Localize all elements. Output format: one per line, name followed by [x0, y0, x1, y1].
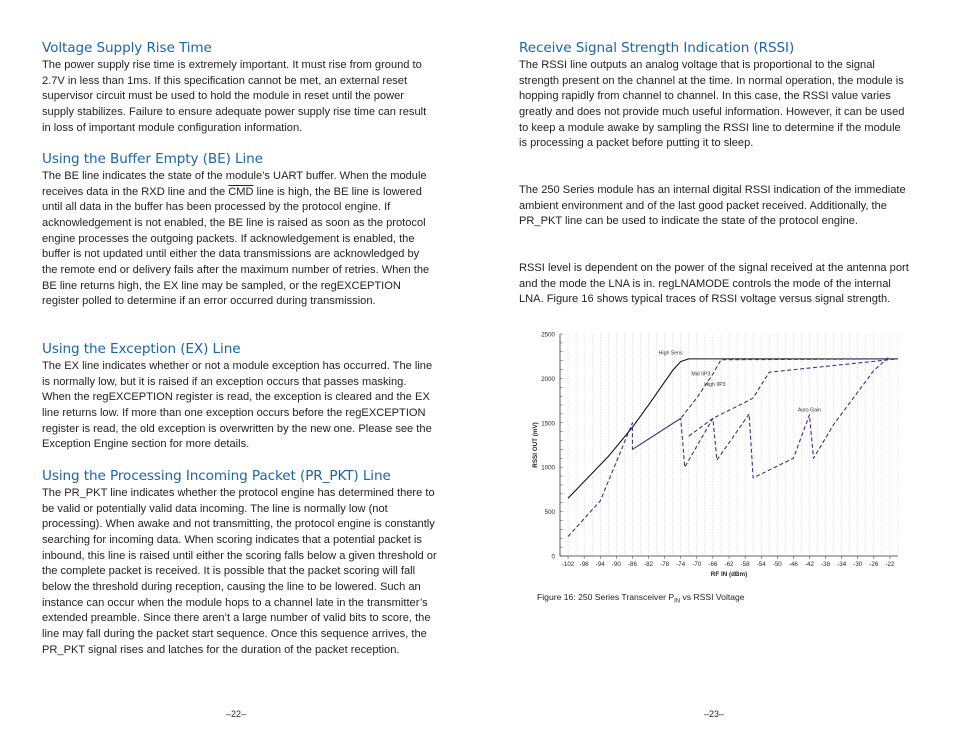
- x-tick-label: -38: [821, 561, 831, 568]
- x-tick-label: -102: [561, 561, 575, 568]
- x-tick-label: -82: [644, 561, 654, 568]
- caption-subscript: IN: [674, 598, 681, 605]
- x-tick-label: -90: [611, 561, 621, 568]
- y-tick-label: 1500: [541, 420, 555, 428]
- figure-caption: [537, 592, 745, 605]
- series-line-high-sens: [568, 359, 898, 498]
- x-tick-label: -26: [869, 561, 879, 568]
- x-tick-label: -86: [627, 561, 637, 568]
- x-tick-label: -50: [772, 561, 782, 568]
- exception-heading: Using the Exception (EX) Line: [42, 341, 241, 357]
- caption-text-end: vs RSSI Voltage: [680, 592, 745, 602]
- annotation-mid-iip3: Mid IIP3: [691, 371, 711, 378]
- page-number-right: –23–: [704, 709, 725, 719]
- x-axis-title: RF IN (dBm): [710, 571, 748, 578]
- buffer-empty-text-a: The BE line indicates the state of the module’s UART buffer. When the module receives data in the RXD line and the: [42, 170, 427, 198]
- x-tick-label: -46: [788, 561, 798, 568]
- exception-body: The EX line indicates whether or not a module exception has occurred. The line is normally low, but it is raised if an exception occurs that passes masking. When the regEXCEPTION register is read, the exception is cleared and the EX line returns low. If more than one exception occurs before the regEXCEPTION register is read, the old exception is overwritten by the new one. Please see the Exception Engine section for more details.: [42, 360, 433, 451]
- pr-pkt-heading: Using the Processing Incoming Packet (PR_PKT) Line: [42, 468, 391, 484]
- y-tick-label: 1000: [541, 464, 555, 472]
- page-number-left: –22–: [226, 709, 247, 719]
- series-line-mid-iip3: [632, 359, 898, 450]
- y-axis-title: RSSI OUT (mV): [532, 422, 539, 468]
- pr-pkt-body: The PR_PKT line indicates whether the protocol engine has determined there to be valid or potentially valid data incoming. The line is normally low (not processing). When awake and not transmitting, the protocol engine is constantly searching for incoming data. When scoring indicates that a potential packet is inbound, this line is raised until either the scoring falls below a given threshold or the complete packet is received. It is possible that the packet scoring will fall below the threshold during reception, causing the line to be lowered. Such an instance can occur when the module hops to a channel late in the transmitter’s extended preamble. Since there aren’t a large number of valid bits to score, the line may fall during the packet start sequence. Once this sequence arrives, the PR_PKT signal rises and latches for the duration of the packet reception.: [42, 487, 437, 656]
- cmd-signal: $\overline{CMD}$: [228, 185, 254, 198]
- annotation-auto-gain: Auto Gain: [797, 407, 822, 414]
- buffer-empty-heading: Using the Buffer Empty (BE) Line: [42, 151, 263, 167]
- x-tick-label: -98: [579, 561, 589, 568]
- rssi-paragraph-2: The 250 Series module has an internal digital RSSI indication of the immediate ambient environment and of the last good packet received. Additionally, the PR_PKT line can be used to indicate the state of the protocol engine.: [519, 184, 906, 228]
- x-tick-label: -22: [885, 561, 895, 568]
- x-tick-label: -66: [708, 561, 718, 568]
- voltage-supply-heading: Voltage Supply Rise Time: [42, 40, 212, 56]
- chart-grid: [560, 334, 898, 556]
- buffer-empty-text-b: line is high, the BE line is lowered until all data in the buffer has been processed by the protocol engine. If acknowledgement is not enabled, the BE line is raised as soon as the protocol engine processes the outgoing packets. If acknowledgement is enabled, the buffer is not updated until either the data transmissions are acknowledged by the remote end or delivery fails after the maximum number of retries. When the BE line returns high, the EX line may be sampled, or the regEXCEPTION register polled to determine if an error occurred during transmission.: [42, 185, 430, 308]
- caption-text: Figure 16: 250 Series Transceiver P: [537, 592, 675, 602]
- x-tick-label: -30: [853, 561, 863, 568]
- rssi-paragraph-3: RSSI level is dependent on the power of the signal received at the antenna port and the mode the LNA is in. regLNAMODE controls the mode of the internal LNA. Figure 16 shows typical traces of RSSI voltage versus signal strength.: [519, 262, 909, 306]
- rssi-heading: Receive Signal Strength Indication (RSSI): [519, 40, 795, 56]
- chart-labels: [532, 332, 895, 579]
- x-tick-label: -78: [660, 561, 670, 568]
- annotation-high-iip3: High IIP3: [704, 381, 726, 388]
- rssi-chart: [525, 328, 915, 583]
- y-tick-label: 500: [544, 509, 555, 517]
- x-tick-label: -62: [724, 561, 734, 568]
- x-tick-label: -74: [676, 561, 686, 568]
- y-tick-label: 0: [551, 553, 555, 561]
- buffer-empty-body: [42, 169, 437, 310]
- x-tick-label: -42: [804, 561, 814, 568]
- x-tick-label: -94: [595, 561, 605, 568]
- y-tick-label: 2000: [541, 375, 555, 383]
- x-tick-label: -54: [756, 561, 766, 568]
- rssi-paragraph-1: The RSSI line outputs an analog voltage that is proportional to the signal strength present on the channel at the time. In normal operation, the module is hopping rapidly from channel to channel. In this case, the RSSI value varies greatly and does not provide much useful information. However, it can be used to keep a module awake by sampling the RSSI line to determine if the module is processing a packet before putting it to sleep.: [519, 59, 905, 150]
- y-tick-label: 2500: [541, 331, 555, 339]
- voltage-supply-body: The power supply rise time is extremely important. It must rise from ground to 2.7V in less than 1ms. If this specification cannot be met, an external reset supervisor circuit must be used to hold the module in reset until the power supply stabilizes. Failure to ensure adequate power supply rise time can result in loss of important module configuration information.: [42, 59, 427, 134]
- x-tick-label: -70: [692, 561, 702, 568]
- x-tick-label: -34: [837, 561, 847, 568]
- chart-series: [568, 356, 898, 536]
- annotation-high-sens: High Sens: [658, 350, 683, 357]
- x-tick-label: -58: [740, 561, 750, 568]
